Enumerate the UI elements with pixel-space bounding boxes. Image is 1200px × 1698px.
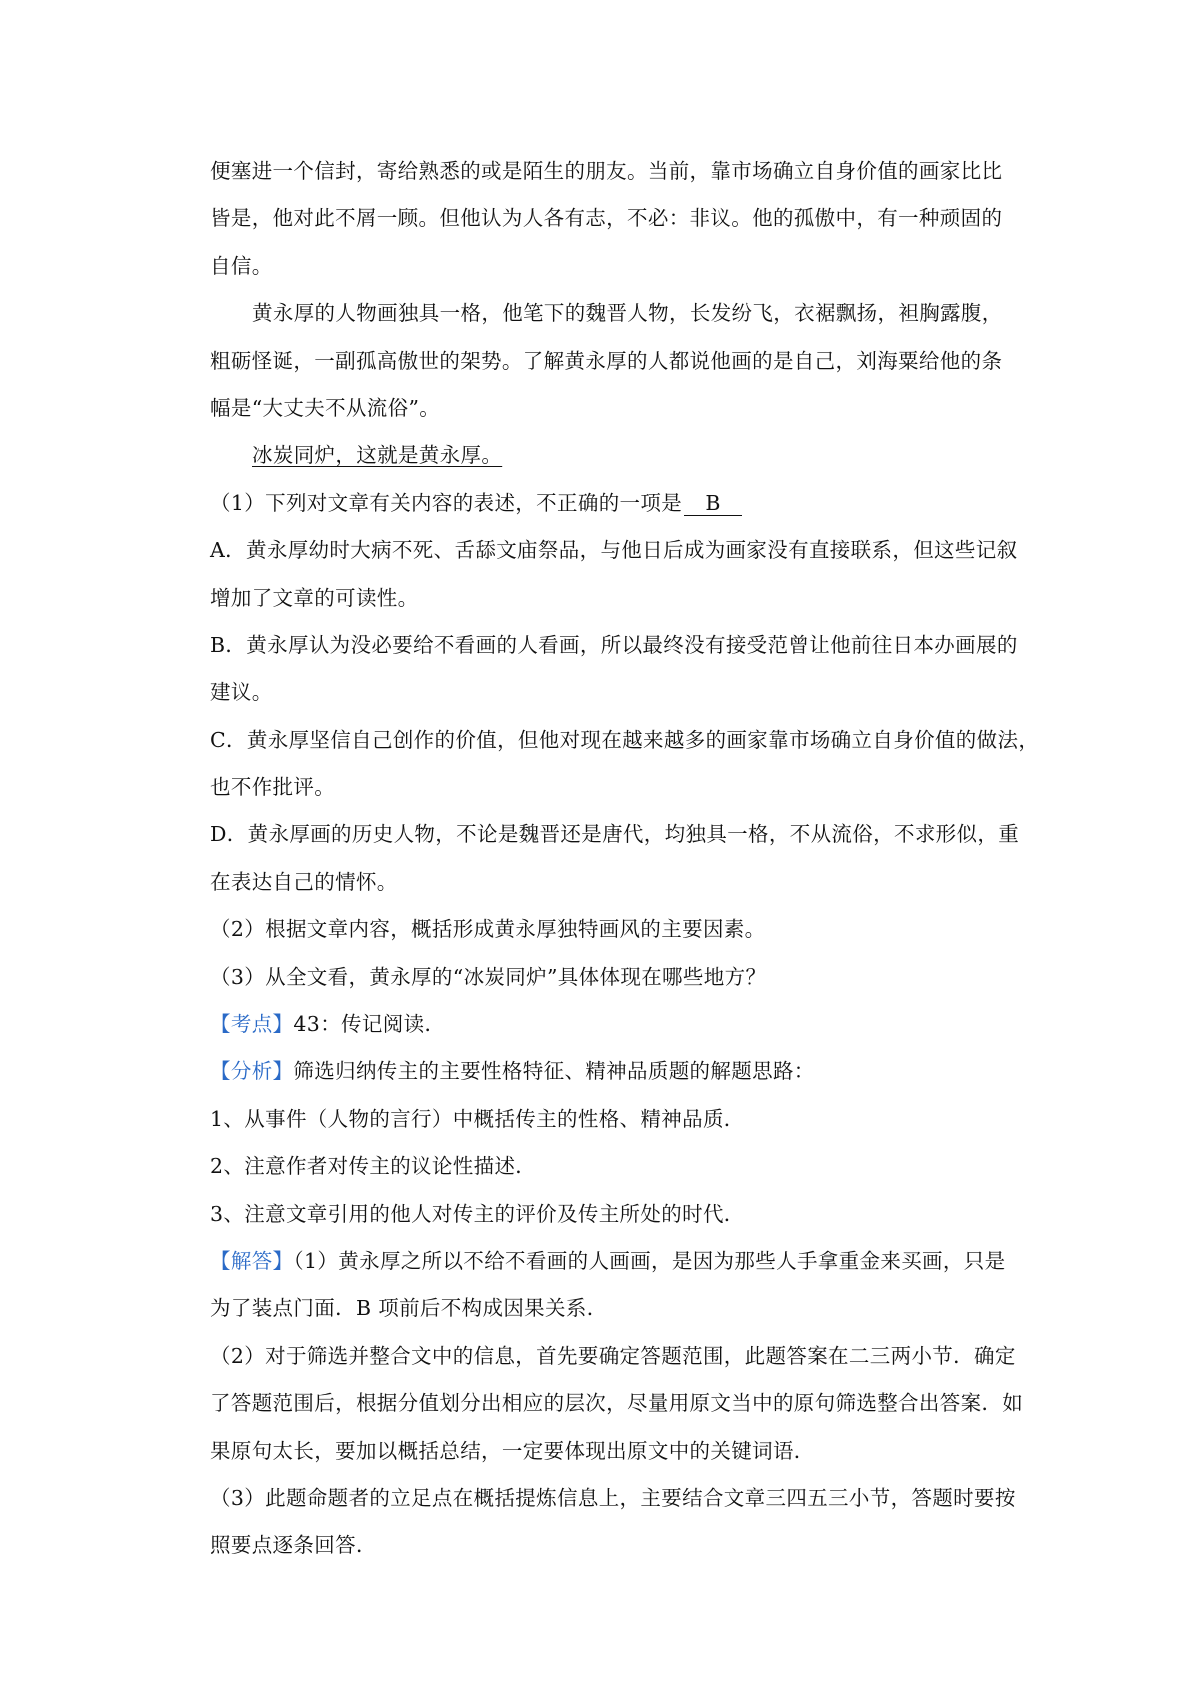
option-a-line: A．黄永厚幼时大病不死、舌舔文庙祭品，与他日后成为画家没有直接联系，但这些记叙 (210, 538, 1018, 563)
option-b-line: 建议。 (210, 680, 273, 705)
option-c-line: 也不作批评。 (210, 775, 336, 800)
answer-1-blank: B (684, 491, 742, 516)
kaodian-line (210, 1001, 1020, 1048)
option-c-line: C．黄永厚坚信自己创作的价值，但他对现在越来越多的画家靠市场确立自身价值的做法， (210, 727, 1040, 752)
option-a-line: 增加了文章的可读性。 (210, 585, 419, 610)
fenxi-line (210, 1048, 1020, 1095)
jieda-line: 为了装点门面．B 项前后不构成因果关系． (210, 1296, 608, 1321)
paragraph-line: 自信。 (210, 253, 273, 278)
fenxi-tag: 【分析】 (210, 1059, 294, 1084)
option-b-line: B．黄永厚认为没必要给不看画的人看画，所以最终没有接受范曾让他前往日本办画展的 (210, 632, 1018, 657)
jieda-line: 果原句太长，要加以概括总结，一定要体现出原文中的关键词语． (210, 1438, 815, 1463)
fenxi-point: 1、从事件（人物的言行）中概括传主的性格、精神品质． (210, 1106, 745, 1131)
question-1-text: （1）下列对文章有关内容的表述，不正确的一项是 (210, 490, 683, 515)
question-2: （2）根据文章内容，概括形成黄永厚独特画风的主要因素。 (210, 917, 766, 942)
paragraph-line: 幅是“大丈夫不从流俗”。 (210, 395, 441, 420)
question-3: （3）从全文看，黄永厚的“冰炭同炉”具体体现在哪些地方？ (210, 964, 767, 989)
jieda-line (210, 1238, 1020, 1285)
jieda-line: （2）对于筛选并整合文中的信息，首先要确定答题范围，此题答案在二三两小节．确定 (210, 1343, 1016, 1368)
paragraph-line: 粗砺怪诞，一副孤高傲世的架势。了解黄永厚的人都说他画的是自己，刘海粟给他的条 (210, 348, 1003, 373)
underlined-sentence: 冰炭同炉，这就是黄永厚。 (252, 443, 503, 468)
fenxi-point: 3、注意文章引用的他人对传主的评价及传主所处的时代． (210, 1201, 745, 1226)
paragraph-line: 便塞进一个信封，寄给熟悉的或是陌生的朋友。当前，靠市场确立自身价值的画家比比 (210, 159, 1003, 183)
jieda-tag: 【解答】 (210, 1248, 294, 1273)
question-1 (210, 480, 1020, 527)
document-body (210, 148, 1040, 1570)
kaodian-tag: 【考点】 (210, 1012, 294, 1037)
jieda-line: （3）此题命题者的立足点在概括提炼信息上，主要结合文章三四五三小节，答题时要按 (210, 1485, 1016, 1510)
paragraph-line: 皆是，他对此不屑一顾。但他认为人各有志，不必：非议。他的孤傲中，有一种顽固的 (210, 206, 1003, 231)
fenxi-text: 筛选归纳传主的主要性格特征、精神品质题的解题思路： (293, 1059, 815, 1084)
jieda-text: （1）黄永厚之所以不给不看画的人画画，是因为那些人手拿重金来买画，只是 (293, 1248, 1006, 1273)
jieda-line: 照要点逐条回答． (210, 1533, 377, 1558)
paragraph-line: 黄永厚的人物画独具一格，他笔下的魏晋人物，长发纷飞，衣裾飘扬，袒胸露腹， (252, 301, 1003, 326)
jieda-line: 了答题范围后，根据分值划分出相应的层次，尽量用原文当中的原句筛选整合出答案．如 (210, 1391, 1024, 1416)
option-d-line: D．黄永厚画的历史人物，不论是魏晋还是唐代，均独具一格，不从流俗，不求形似，重 (210, 822, 1020, 847)
closing-sentence (210, 432, 1020, 479)
kaodian-text: 43：传记阅读． (293, 1012, 446, 1037)
fenxi-point: 2、注意作者对传主的议论性描述． (210, 1154, 537, 1179)
option-d-line: 在表达自己的情怀。 (210, 869, 398, 894)
